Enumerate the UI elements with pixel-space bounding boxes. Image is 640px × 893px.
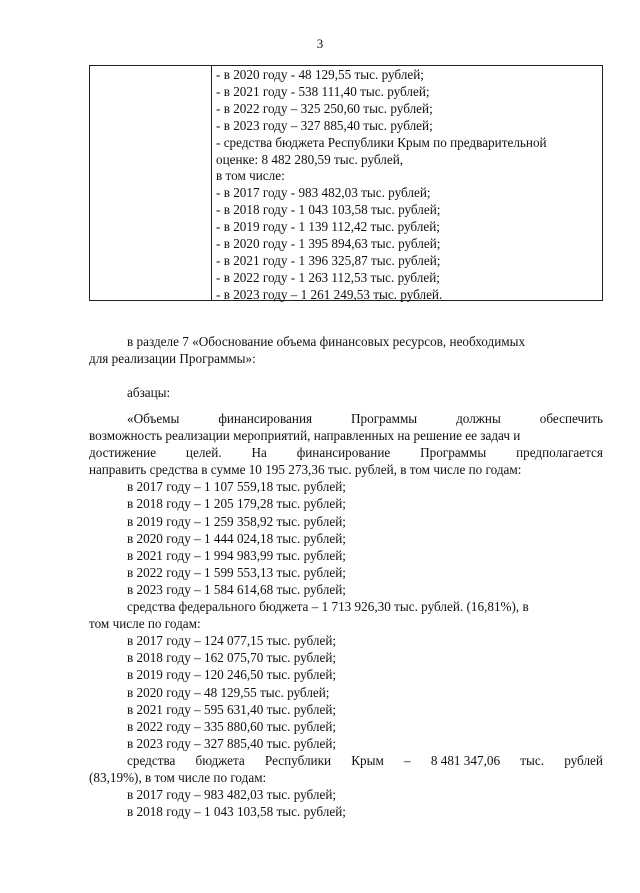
table-cell-line: - в 2023 году – 1 261 249,53 тыс. рублей. xyxy=(216,286,443,302)
crimea-year-line: в 2018 году – 1 043 103,58 тыс. рублей; xyxy=(127,804,346,820)
intro-line xyxy=(89,444,603,461)
intro-word: предполагается xyxy=(516,445,603,461)
intro-word: целей. xyxy=(185,445,222,461)
crimea-word: Республики xyxy=(264,752,332,768)
table-cell-line: - в 2020 году - 48 129,55 тыс. рублей; xyxy=(216,67,424,82)
total-year-line: в 2017 году – 1 107 559,18 тыс. рублей; xyxy=(127,479,346,495)
crimea-line: (83,19%), в том числе по годам: xyxy=(89,769,267,785)
table-column-divider xyxy=(211,66,212,300)
federal-year-line: в 2017 году – 124 077,15 тыс. рублей; xyxy=(127,633,337,649)
table-cell-line: - в 2022 году - 1 263 112,53 тыс. рублей; xyxy=(216,269,440,285)
federal-year-line: в 2023 году – 327 885,40 тыс. рублей; xyxy=(127,735,337,751)
table-cell-line: - в 2018 году - 1 043 103,58 тыс. рублей; xyxy=(216,202,441,218)
federal-year-line: в 2021 году – 595 631,40 тыс. рублей; xyxy=(127,701,337,717)
total-year-line: в 2018 году – 1 205 179,28 тыс. рублей; xyxy=(127,496,346,512)
total-year-line: в 2022 году – 1 599 553,13 тыс. рублей; xyxy=(127,564,346,580)
crimea-year-line: в 2017 году – 983 482,03 тыс. рублей; xyxy=(127,787,337,803)
intro-line: направить средства в сумме 10 195 273,36 тыс. рублей, в том числе по годам: xyxy=(89,462,522,478)
federal-year-line: в 2022 году – 335 880,60 тыс. рублей; xyxy=(127,718,337,734)
total-year-line: в 2020 году – 1 444 024,18 тыс. рублей; xyxy=(127,530,346,546)
table-cell-line: оценке: 8 482 280,59 тыс. рублей, xyxy=(216,151,404,167)
intro-word: обеспечить xyxy=(539,411,603,426)
section7-line: в разделе 7 «Обоснование объема финансовых ресурсов, необходимых xyxy=(127,334,526,349)
section7-paragraph xyxy=(89,333,603,367)
intro-word: должны xyxy=(456,411,501,426)
total-year-line: в 2021 году – 1 994 983,99 тыс. рублей; xyxy=(127,547,346,563)
crimea-word: 8 481 347,06 xyxy=(430,752,501,768)
intro-word: финансирования xyxy=(218,411,313,426)
table-cell-line: - средства бюджета Республики Крым по предварительной xyxy=(216,134,547,150)
section7-line: для реализации Программы»: xyxy=(89,351,256,367)
intro-word: Программы xyxy=(351,411,418,426)
abzatsy-paragraph xyxy=(89,384,603,401)
crimea-word: тыс. xyxy=(520,752,545,768)
total-year-line: в 2023 году – 1 584 614,68 тыс. рублей; xyxy=(127,581,346,597)
crimea-word: рублей xyxy=(564,752,603,768)
table-cell-line: - в 2020 году - 1 395 894,63 тыс. рублей; xyxy=(216,236,441,252)
table-right-cell xyxy=(216,67,598,304)
federal-year-line: в 2018 году – 162 075,70 тыс. рублей; xyxy=(127,650,337,666)
table-cell-line: - в 2019 году - 1 139 112,42 тыс. рублей; xyxy=(216,219,440,235)
financing-paragraph xyxy=(89,410,603,820)
table-cell-line: - в 2017 году - 983 482,03 тыс. рублей; xyxy=(216,185,431,201)
table-cell-line: - в 2021 году - 1 396 325,87 тыс. рублей; xyxy=(216,252,441,268)
table-cell-line: - в 2021 году - 538 111,40 тыс. рублей; xyxy=(216,83,430,99)
crimea-line xyxy=(89,752,603,769)
intro-word: финансирование xyxy=(296,445,391,461)
intro-word: «Объемы xyxy=(127,411,180,426)
crimea-word: – xyxy=(404,752,411,768)
intro-word: достижение xyxy=(89,445,157,461)
crimea-word: Крым xyxy=(351,752,384,768)
table-cell-line: - в 2023 году – 327 885,40 тыс. рублей; xyxy=(216,117,433,133)
intro-word: Программы xyxy=(420,445,487,461)
federal-year-line: в 2020 году – 48 129,55 тыс. рублей; xyxy=(127,684,330,700)
crimea-word: средства xyxy=(127,752,176,768)
total-year-line: в 2019 году – 1 259 358,92 тыс. рублей; xyxy=(127,513,346,529)
financing-table xyxy=(89,65,603,301)
federal-line: средства федерального бюджета – 1 713 926,30 тыс. рублей. (16,81%), в xyxy=(127,599,529,615)
intro-line: возможность реализации мероприятий, направленных на решение ее задач и xyxy=(89,428,521,444)
abzatsy-line: абзацы: xyxy=(127,385,171,400)
intro-line xyxy=(89,410,603,427)
table-cell-line: - в 2022 году – 325 250,60 тыс. рублей; xyxy=(216,100,433,116)
crimea-word: бюджета xyxy=(195,752,245,768)
page-number: 3 xyxy=(316,36,324,51)
table-cell-line: в том числе: xyxy=(216,168,285,184)
federal-line: том числе по годам: xyxy=(89,616,201,632)
intro-word: На xyxy=(251,445,267,461)
federal-year-line: в 2019 году – 120 246,50 тыс. рублей; xyxy=(127,667,337,683)
